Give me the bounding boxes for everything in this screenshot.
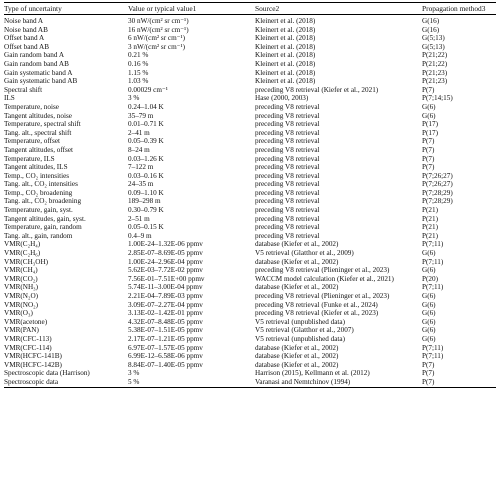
cell-value: 7.56E-01–7.51E+00 ppmv <box>128 274 205 283</box>
header-source: Source2 <box>255 4 280 13</box>
cell-type: Temp., CO₂ broadening <box>4 188 73 197</box>
table-row <box>4 344 496 353</box>
cell-source: Kleinert et al. (2018) <box>255 17 316 25</box>
cell-value: 0.09–1.10 K <box>128 188 164 197</box>
cell-value: 1.00E-24–1.32E-06 ppmv <box>128 240 203 249</box>
uncertainty-table <box>4 2 496 388</box>
table-row <box>4 180 496 189</box>
cell-type: VMR(HCFC-142B) <box>4 360 62 369</box>
cell-source: Varanasi and Nemtchinov (1994) <box>255 377 351 386</box>
cell-value: 0.21 % <box>128 51 149 60</box>
cell-value: 7–122 m <box>128 163 154 172</box>
cell-method: P(7) <box>422 163 435 172</box>
table-bottom-rule <box>4 387 496 388</box>
table-row <box>4 129 496 138</box>
cell-value: 0.03–0.16 K <box>128 171 164 180</box>
cell-method: P(21;23) <box>422 77 448 86</box>
cell-source: Kleinert et al. (2018) <box>255 51 316 60</box>
cell-source: database (Kiefer et al., 2002) <box>255 257 339 266</box>
cell-method: G(6) <box>422 317 436 326</box>
cell-value: 3 % <box>128 94 140 103</box>
cell-type: VMR(CFC-114) <box>4 343 52 352</box>
cell-type: Temperature, gain, random <box>4 223 82 232</box>
cell-method: G(6) <box>422 102 436 111</box>
cell-source: preceding V8 retrieval (Funke et al., 2024) <box>255 300 378 309</box>
table-row <box>4 378 496 387</box>
cell-type: Tang. alt., gain, random <box>4 231 73 240</box>
cell-value: 16 nW/(cm² sr cm⁻¹) <box>128 25 189 34</box>
cell-source: Harrison (2015), Kellmann et al. (2012) <box>255 369 370 378</box>
cell-type: Tangent altitudes, gain, syst. <box>4 214 86 223</box>
cell-source: preceding V8 retrieval (Kiefer et al., 2023) <box>255 309 379 318</box>
cell-type: Gain random band A <box>4 51 65 60</box>
cell-source: Kleinert et al. (2018) <box>255 59 316 68</box>
cell-source: database (Kiefer et al., 2002) <box>255 360 339 369</box>
cell-type: Noise band A <box>4 17 44 25</box>
cell-value: 3 nW/(cm² sr cm⁻¹) <box>128 42 186 51</box>
cell-source: preceding V8 retrieval <box>255 111 320 120</box>
table-row <box>4 34 496 43</box>
cell-source: Kleinert et al. (2018) <box>255 42 316 51</box>
table-header-row <box>4 3 496 14</box>
cell-value: 30 nW/(cm² sr cm⁻¹) <box>128 17 189 25</box>
table-row <box>4 86 496 95</box>
cell-type: Tangent altitudes, noise <box>4 111 72 120</box>
cell-method: P(7;11) <box>422 283 444 292</box>
cell-method: P(17) <box>422 120 438 129</box>
cell-type: VMR(CH₄) <box>4 266 38 275</box>
cell-method: P(21) <box>422 231 438 240</box>
cell-source: preceding V8 retrieval (Plieninger et al., 2023) <box>255 292 390 300</box>
cell-method: P(7) <box>422 154 435 163</box>
cell-type: Temperature, offset <box>4 137 61 146</box>
cell-type: Gain systematic band A <box>4 68 73 77</box>
table-row <box>4 120 496 129</box>
cell-source: database (Kiefer et al., 2002) <box>255 283 339 292</box>
table-body <box>4 17 496 387</box>
cell-value: 6.97E-07–1.57E-05 ppmv <box>128 343 203 352</box>
cell-value: 8.84E-07–1.40E-05 ppmv <box>128 360 203 369</box>
cell-type: Offset band A <box>4 34 45 43</box>
table-row <box>4 189 496 198</box>
cell-type: VMR(C₂H₄) <box>4 240 41 249</box>
cell-source: preceding V8 retrieval (Kiefer et al., 2021) <box>255 85 379 94</box>
cell-source: preceding V8 retrieval <box>255 154 320 163</box>
cell-type: ILS <box>4 94 15 103</box>
cell-value: 1.15 % <box>128 68 149 77</box>
table-row <box>4 352 496 361</box>
cell-value: 0.05–0.39 K <box>128 137 164 146</box>
cell-source: preceding V8 retrieval <box>255 231 320 240</box>
cell-type: Temperature, noise <box>4 102 59 111</box>
table-row <box>4 275 496 284</box>
cell-method: G(6) <box>422 326 436 335</box>
table-row <box>4 69 496 78</box>
cell-type: Spectral shift <box>4 85 43 94</box>
cell-source: database (Kiefer et al., 2002) <box>255 240 339 249</box>
cell-source: database (Kiefer et al., 2002) <box>255 343 339 352</box>
cell-method: G(6) <box>422 309 436 318</box>
cell-source: preceding V8 retrieval <box>255 163 320 172</box>
cell-value: 2–41 m <box>128 128 150 137</box>
table-row <box>4 283 496 292</box>
cell-value: 2.85E-07–8.69E-05 ppmv <box>128 249 203 258</box>
cell-source: preceding V8 retrieval <box>255 223 320 232</box>
cell-source: preceding V8 retrieval <box>255 214 320 223</box>
cell-value: 5 % <box>128 377 140 386</box>
cell-value: 2.17E-07–1.21E-05 ppmv <box>128 334 203 343</box>
table-row <box>4 232 496 241</box>
cell-method: P(7;28;29) <box>422 197 453 206</box>
table-row <box>4 146 496 155</box>
table-row <box>4 318 496 327</box>
cell-method: P(21) <box>422 223 438 232</box>
cell-type: VMR(CH₃OH) <box>4 257 49 266</box>
cell-method: G(6) <box>422 334 436 343</box>
cell-type: Tangent altitudes, offset <box>4 145 74 154</box>
cell-source: preceding V8 retrieval <box>255 120 320 129</box>
cell-type: Tang. alt., CO₂ broadening <box>4 197 82 206</box>
cell-source: Kleinert et al. (2018) <box>255 34 316 43</box>
cell-method: G(16) <box>422 25 440 34</box>
cell-method: G(6) <box>422 292 436 300</box>
cell-type: Temperature, ILS <box>4 154 55 163</box>
cell-method: P(7) <box>422 85 435 94</box>
table-row <box>4 60 496 69</box>
cell-type: VMR(CO₂) <box>4 274 38 283</box>
cell-method: G(6) <box>422 266 436 275</box>
cell-source: Kleinert et al. (2018) <box>255 68 316 77</box>
table-row <box>4 240 496 249</box>
table-row <box>4 215 496 224</box>
cell-value: 0.01–0.71 K <box>128 120 164 129</box>
cell-source: preceding V8 retrieval <box>255 137 320 146</box>
table-row <box>4 137 496 146</box>
table-row <box>4 94 496 103</box>
cell-value: 3.13E-02–1.42E-01 ppmv <box>128 309 203 318</box>
cell-type: Tang. alt., spectral shift <box>4 128 72 137</box>
cell-method: P(7) <box>422 360 435 369</box>
cell-value: 0.30–0.79 K <box>128 206 164 215</box>
table-row <box>4 301 496 310</box>
table-row <box>4 26 496 35</box>
cell-type: VMR(NH₃) <box>4 283 39 292</box>
cell-type: Temperature, spectral shift <box>4 120 81 129</box>
table-row <box>4 258 496 267</box>
table-row <box>4 112 496 121</box>
table-row <box>4 197 496 206</box>
cell-source: V5 retrieval (unpublished data) <box>255 334 346 343</box>
cell-method: P(21;23) <box>422 68 448 77</box>
cell-type: Gain systematic band AB <box>4 77 78 86</box>
cell-source: preceding V8 retrieval <box>255 206 320 215</box>
cell-method: P(7;28;29) <box>422 188 453 197</box>
cell-source: V5 retrieval (Glatthor et al., 2009) <box>255 249 354 258</box>
cell-type: VMR(NO₂) <box>4 300 39 309</box>
table-row <box>4 172 496 181</box>
cell-type: VMR(N₂O) <box>4 292 39 300</box>
cell-type: VMR(PAN) <box>4 326 39 335</box>
cell-value: 0.03–1.26 K <box>128 154 164 163</box>
cell-value: 2–51 m <box>128 214 150 223</box>
table-row <box>4 43 496 52</box>
cell-value: 5.74E-11–3.00E-04 ppmv <box>128 283 203 292</box>
cell-type: Offset band AB <box>4 42 49 51</box>
cell-value: 1.00E-24–2.96E-04 ppmv <box>128 257 203 266</box>
cell-value: 5.62E-03–7.72E-02 ppmv <box>128 266 203 275</box>
cell-method: P(7;11) <box>422 257 444 266</box>
table-row <box>4 249 496 258</box>
cell-source: Kleinert et al. (2018) <box>255 77 316 86</box>
cell-value: 0.24–1.04 K <box>128 102 164 111</box>
cell-value: 8–24 m <box>128 145 150 154</box>
table-row <box>4 326 496 335</box>
header-value: Value or typical value1 <box>128 4 197 13</box>
cell-type: VMR(HCFC-141B) <box>4 352 62 361</box>
table-row <box>4 266 496 275</box>
cell-type: VMR(acetone) <box>4 317 48 326</box>
cell-method: G(6) <box>422 111 436 120</box>
cell-value: 189–298 m <box>128 197 161 206</box>
table-row <box>4 163 496 172</box>
cell-source: preceding V8 retrieval <box>255 128 320 137</box>
cell-type: Spectroscopic data <box>4 377 59 386</box>
cell-type: VMR(C₂H₆) <box>4 249 41 258</box>
cell-method: G(6) <box>422 300 436 309</box>
cell-method: P(7) <box>422 137 435 146</box>
cell-value: 0.16 % <box>128 59 149 68</box>
cell-method: P(7;11) <box>422 352 444 361</box>
table-row <box>4 309 496 318</box>
cell-method: G(16) <box>422 17 440 25</box>
cell-source: Kleinert et al. (2018) <box>255 25 316 34</box>
cell-type: Temperature, gain, syst. <box>4 206 73 215</box>
cell-type: Noise band AB <box>4 25 48 34</box>
table-row <box>4 361 496 370</box>
table-row <box>4 206 496 215</box>
cell-method: P(7;14;15) <box>422 94 453 103</box>
cell-method: P(7;26;27) <box>422 171 453 180</box>
table-row <box>4 51 496 60</box>
cell-source: database (Kiefer et al., 2002) <box>255 352 339 361</box>
cell-type: Temp., CO₂ intensities <box>4 171 70 180</box>
cell-method: P(21;22) <box>422 59 448 68</box>
header-type: Type of uncertainty <box>4 4 62 13</box>
cell-value: 24–35 m <box>128 180 154 189</box>
cell-method: G(5;13) <box>422 42 445 51</box>
cell-value: 5.38E-07–1.51E-05 ppmv <box>128 326 203 335</box>
cell-method: P(7) <box>422 369 435 378</box>
cell-method: P(17) <box>422 128 438 137</box>
cell-method: P(21) <box>422 206 438 215</box>
cell-method: P(21) <box>422 214 438 223</box>
cell-source: WACCM model calculation (Kiefer et al., 2021) <box>255 274 394 283</box>
table-row <box>4 103 496 112</box>
cell-value: 6 nW/(cm² sr cm⁻¹) <box>128 34 186 43</box>
cell-value: 0.00029 cm⁻¹ <box>128 85 168 94</box>
cell-type: Tang. alt., CO₂ intensities <box>4 180 78 189</box>
cell-method: G(6) <box>422 249 436 258</box>
cell-type: VMR(CFC-113) <box>4 334 52 343</box>
table-row <box>4 335 496 344</box>
cell-source: preceding V8 retrieval <box>255 102 320 111</box>
table-row <box>4 17 496 26</box>
cell-value: 6.99E-12–6.58E-06 ppmv <box>128 352 203 361</box>
table-row <box>4 77 496 86</box>
cell-type: VMR(O₃) <box>4 309 33 318</box>
cell-method: P(20) <box>422 274 438 283</box>
table-row <box>4 155 496 164</box>
cell-method: P(7) <box>422 145 435 154</box>
cell-value: 0.05–0.15 K <box>128 223 164 232</box>
cell-method: P(7;11) <box>422 240 444 249</box>
table-row <box>4 369 496 378</box>
cell-type: Tangent altitudes, ILS <box>4 163 68 172</box>
cell-method: P(7;26;27) <box>422 180 453 189</box>
cell-method: G(5;13) <box>422 34 445 43</box>
cell-method: P(7) <box>422 377 435 386</box>
header-method: Propagation method3 <box>422 4 486 13</box>
table-row <box>4 223 496 232</box>
cell-source: preceding V8 retrieval <box>255 171 320 180</box>
cell-source: preceding V8 retrieval (Plieninger et al., 2023) <box>255 266 390 275</box>
cell-method: P(7;11) <box>422 343 444 352</box>
cell-source: Hase (2000, 2003) <box>255 94 309 103</box>
table-row <box>4 292 496 301</box>
cell-value: 2.21E-04–7.89E-03 ppmv <box>128 292 203 300</box>
cell-source: V5 retrieval (unpublished data) <box>255 317 346 326</box>
cell-source: preceding V8 retrieval <box>255 197 320 206</box>
cell-value: 0.4–9 m <box>128 231 152 240</box>
cell-value: 1.03 % <box>128 77 149 86</box>
cell-source: preceding V8 retrieval <box>255 180 320 189</box>
cell-value: 4.32E-07–8.48E-05 ppmv <box>128 317 203 326</box>
cell-value: 3 % <box>128 369 140 378</box>
cell-source: V5 retrieval (Glatthor et al., 2007) <box>255 326 354 335</box>
cell-type: Gain random band AB <box>4 59 69 68</box>
cell-value: 35–79 m <box>128 111 154 120</box>
cell-type: Spectroscopic data (Harrison) <box>4 369 90 378</box>
cell-value: 3.09E-07–2.27E-04 ppmv <box>128 300 203 309</box>
cell-source: preceding V8 retrieval <box>255 145 320 154</box>
cell-method: P(21;22) <box>422 51 448 60</box>
cell-source: preceding V8 retrieval <box>255 188 320 197</box>
